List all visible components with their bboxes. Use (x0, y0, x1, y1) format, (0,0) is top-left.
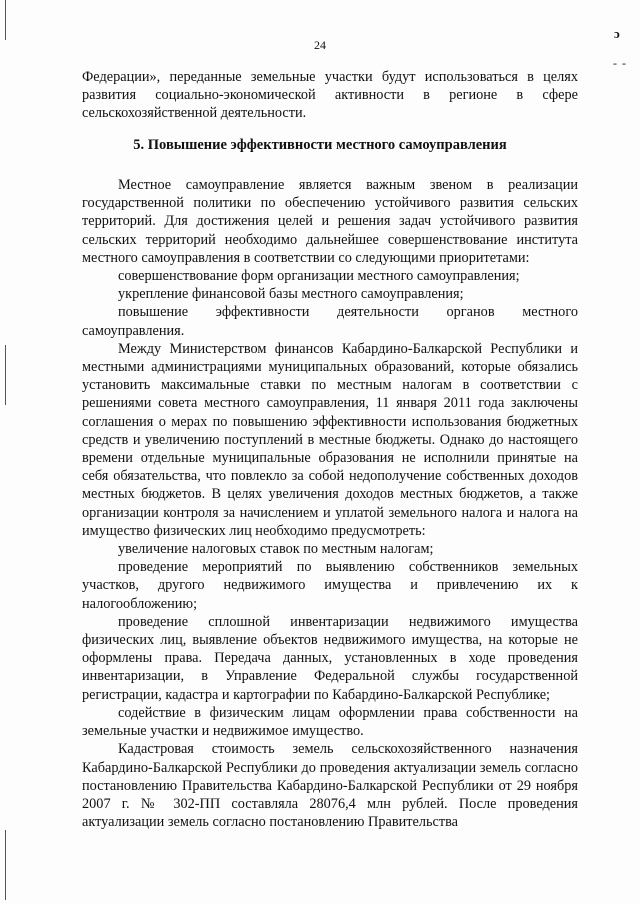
list-item: увеличение налоговых ставок по местным налогам; (118, 541, 434, 558)
intro-paragraph: Федерации», переданные земельные участки будут использоваться в целях развития социально-экономической активности в регионе в сфере сельскохозяйственной деятельности. (82, 69, 578, 122)
list-item: повышение эффективности деятельности органов местного самоуправления. (82, 304, 578, 339)
margin-scan-line (5, 345, 6, 405)
list-item: проведение мероприятий по выявлению собственников земельных участков, другого недвижимого имущества и привлечению их к налогообложению; (82, 559, 578, 612)
intro-paragraph-block (82, 68, 578, 123)
list-item: совершенствование форм организации местного самоуправления; (118, 268, 520, 285)
list-item: содействие в физическим лицам оформлении права собственности на земельные участки и недвижимое имущество. (82, 704, 578, 740)
margin-scan-line (5, 0, 6, 40)
paragraph: Местное самоуправление является важным звеном в реализации государственной политики по обеспечению устойчивого развития сельских территорий. Для достижения целей и решения задач устойчивого развития сельских территорий необходимо дальнейшее совершенствование института местного самоуправления в соответствии со следующими приоритетами: (82, 177, 578, 266)
paragraph: Между Министерством финансов Кабардино-Балкарской Республики и местными администрациями муниципальных образований, которые обязались установить максимальные ставки по местным налогам в соответствии с решениями совета местного самоуправления, 11 января 2011 года заключены соглашения о мерах по повышению эффективности использования бюджетных средств и увеличению поступлений в местные бюджеты. Однако до настоящего времени отдельные муниципальные образования не исполнили принятые на себя обязательства, что повлекло за собой недополучение собственных доходов местных бюджетов. В целях увеличения доходов местных бюджетов, а также организации контроля за начислением и уплатой земельного налога и налога на имущество физических лиц необходимо предусмотреть: (82, 340, 578, 539)
list-item: проведение сплошной инвентаризации недвижимого имущества физических лиц, выявление объектов недвижимого имущества, на которые не оформлены права. Передача данных, установленных в ходе проведения инвентаризации, в Управление Федеральной службы государственной регистрации, кадастра и картографии по Кабардино-Балкарской Республике; (82, 613, 578, 703)
corner-mark: ɔ (614, 26, 620, 41)
list-item: укрепление финансовой базы местного самоуправления; (118, 286, 464, 303)
section-heading: 5. Повышение эффективности местного самоуправления (133, 137, 507, 153)
page-number: 24 (314, 38, 326, 52)
corner-mark-lower: - - (613, 56, 627, 70)
body-text (82, 176, 578, 831)
margin-scan-line (5, 830, 6, 900)
paragraph: Кадастровая стоимость земель сельскохозяйственного назначения Кабардино-Балкарской Республики до проведения актуализации земель согласно постановлению Правительства Кабардино-Балкарской Республики от 29 ноября 2007 г. № 302-ПП составляла 28076,4 млн рублей. После проведения актуализации земель согласно постановлению Правительства (82, 741, 578, 831)
